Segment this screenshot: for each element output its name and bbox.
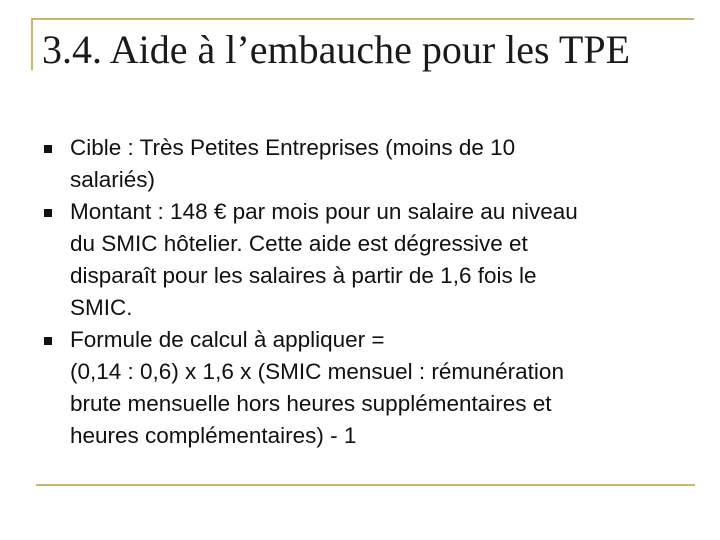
bullet-line: brute mensuelle hors heures supplémentaires et xyxy=(70,391,552,416)
title-frame-top-rule xyxy=(31,18,694,20)
bullet-line: Cible : Très Petites Entreprises (moins de 10 xyxy=(70,135,516,160)
bullet-line: heures complémentaires) - 1 xyxy=(70,423,357,448)
bullet-line: du SMIC hôtelier. Cette aide est dégressive et xyxy=(70,231,528,256)
slide-title: 3.4. Aide à l’embauche pour les TPE xyxy=(42,27,631,72)
bullet-line: SMIC. xyxy=(70,295,133,320)
bullet-line: Formule de calcul à appliquer = xyxy=(70,327,385,352)
bullet-item-amount xyxy=(44,196,684,324)
bullet-list xyxy=(44,132,684,452)
square-bullet-icon xyxy=(44,337,52,345)
square-bullet-icon xyxy=(44,209,52,217)
title-frame-left-rule xyxy=(31,18,33,70)
bullet-line: disparaît pour les salaires à partir de 1,6 fois le xyxy=(70,263,537,288)
bullet-line: salariés) xyxy=(70,167,156,192)
bullet-line: Montant : 148 € par mois pour un salaire au niveau xyxy=(70,199,578,224)
footer-rule xyxy=(36,484,695,486)
square-bullet-icon xyxy=(44,145,52,153)
bullet-item-target xyxy=(44,132,684,196)
bullet-item-formula xyxy=(44,324,684,452)
bullet-line: (0,14 : 0,6) x 1,6 x (SMIC mensuel : rémunération xyxy=(70,359,564,384)
